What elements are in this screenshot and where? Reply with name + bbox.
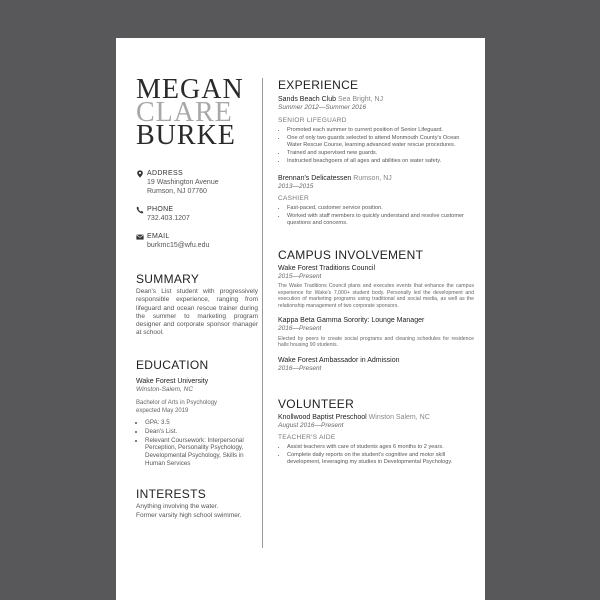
summary-text: Dean's List student with progressively responsible experience, ranging from lifeguard and ocean rescue trainer during the summer to marketing program designer and corporate sponsor manager at school. [136, 288, 258, 337]
last-name: BURKE [136, 120, 236, 151]
list-item: • Assist teachers with care of students ages 6 months to 2 years. [287, 444, 474, 451]
job-entry [278, 174, 474, 228]
campus-dates: 2015—Present [278, 272, 322, 280]
list-item: • GPA: 3.5 [145, 419, 258, 427]
volunteer-bullets [278, 444, 474, 466]
campus-org: Wake Forest Traditions Council [278, 264, 375, 272]
name-block [136, 74, 258, 151]
list-item: • Relevant Coursework: Interpersonal Perception, Personality Psychology, Developmental Psychology, Skills in Human Services [145, 437, 258, 467]
summary-title: SUMMARY [136, 272, 200, 286]
school-location: Winston-Salem, NC [136, 385, 194, 393]
job-dates: Summer 2012—Summer 2016 [278, 104, 367, 111]
contact-address [136, 169, 258, 196]
campus-entry [278, 356, 474, 374]
education-bullets [136, 419, 258, 467]
school-name: Wake Forest University [136, 377, 209, 385]
job-entry [278, 95, 474, 166]
interests-section [136, 487, 258, 520]
location-pin-icon [136, 170, 144, 178]
job-dates: 2013—2015 [278, 182, 314, 190]
volunteer-org [278, 413, 474, 422]
org-location: Sea Bright, NJ [337, 96, 384, 103]
campus-description: Elected by peers to create social programs and cleaning schedules for residence halls housing 90 students. [278, 335, 474, 349]
address-line-1: 19 Washington Avenue [147, 179, 219, 186]
summary-section [136, 272, 258, 338]
experience-title: EXPERIENCE [278, 78, 359, 92]
campus-entry [278, 264, 474, 310]
phone-icon [136, 206, 144, 214]
list-item: • Fast-paced, customer service position. [287, 205, 474, 212]
list-item: • Trained and supervised new guards. [287, 150, 474, 157]
address-label: ADDRESS [147, 170, 183, 177]
job-bullets [278, 205, 474, 227]
campus-org: Wake Forest Ambassador in Admission [278, 357, 400, 365]
campus-entry [278, 316, 474, 349]
campus-dates: 2016—Present [278, 325, 322, 333]
volunteer-role: TEACHER'S AIDE [278, 434, 336, 442]
education-section [136, 358, 258, 467]
email-value: burkmc15@wfu.edu [147, 242, 210, 249]
volunteer-section [278, 397, 474, 467]
address-line-2: Rumson, NJ 07760 [147, 188, 207, 195]
list-item: • Worked with staff members to quickly understand and resolve customer questions and concerns. [287, 213, 474, 227]
interests-title: INTERESTS [136, 487, 207, 502]
education-title: EDUCATION [136, 357, 209, 372]
first-name: MEGAN [136, 74, 244, 105]
job-org [278, 95, 474, 104]
campus-description: The Wake Traditions Council plans and executes events that enhance the campus experience for Wake's 7,000+ student body. Personally led the development and execution of marketing programs using traditional and social media, as well as the relationship management of two corporate sponsors. [278, 283, 474, 309]
campus-org: Kappa Beta Gamma Sorority: Lounge Manager [278, 317, 425, 325]
resume-page [116, 38, 485, 600]
job-role: SENIOR LIFEGUARD [278, 116, 347, 124]
phone-label: PHONE [147, 206, 174, 213]
volunteer-dates: August 2016—Present [278, 421, 344, 429]
envelope-icon [136, 233, 144, 241]
left-column [136, 74, 258, 520]
interest-line: Former varsity high school swimmer. [136, 511, 242, 519]
contact-email [136, 232, 258, 250]
job-bullets [278, 127, 474, 166]
experience-section [278, 78, 474, 228]
list-item: • Instructed beachgoers of all ages and abilities on water safety. [287, 158, 474, 165]
interest-line: Anything involving the water. [136, 503, 219, 511]
list-item: • Dean's List. [145, 428, 258, 436]
campus-section [278, 248, 474, 374]
org-location: Winston Salem, NC [368, 413, 430, 421]
job-org [278, 174, 474, 183]
right-column [278, 78, 474, 468]
list-item: • Complete daily reports on the student's cognitive and motor skill development, leveraging my studies in Developmental Psychology. [287, 452, 474, 466]
org-location: Rumson, NJ [353, 174, 392, 182]
list-item: • Promoted each summer to current position of Senior Lifeguard. [287, 127, 474, 134]
degree: Bachelor of Arts in Psychology [136, 400, 218, 407]
phone-value: 732.403.1207 [147, 215, 190, 222]
middle-name: CLARE [136, 97, 233, 128]
org-name: Knollwood Baptist Preschool [278, 413, 367, 421]
campus-dates: 2016—Present [278, 365, 322, 373]
email-label: EMAIL [147, 233, 170, 240]
contact-phone [136, 205, 258, 223]
contact-block [136, 169, 258, 250]
list-item: • One of only two guards selected to attend Monmouth County's Ocean Water Rescue Course, learning advanced water rescue procedures. [287, 135, 474, 149]
expected-date: expected May 2019 [136, 408, 189, 415]
org-name: Brennan's Delicatessen [278, 174, 352, 182]
volunteer-title: VOLUNTEER [278, 396, 355, 411]
column-divider [262, 78, 263, 548]
campus-title: CAMPUS INVOLVEMENT [278, 247, 424, 262]
job-role: CASHIER [278, 195, 309, 203]
org-name: Sands Beach Club [278, 96, 336, 103]
